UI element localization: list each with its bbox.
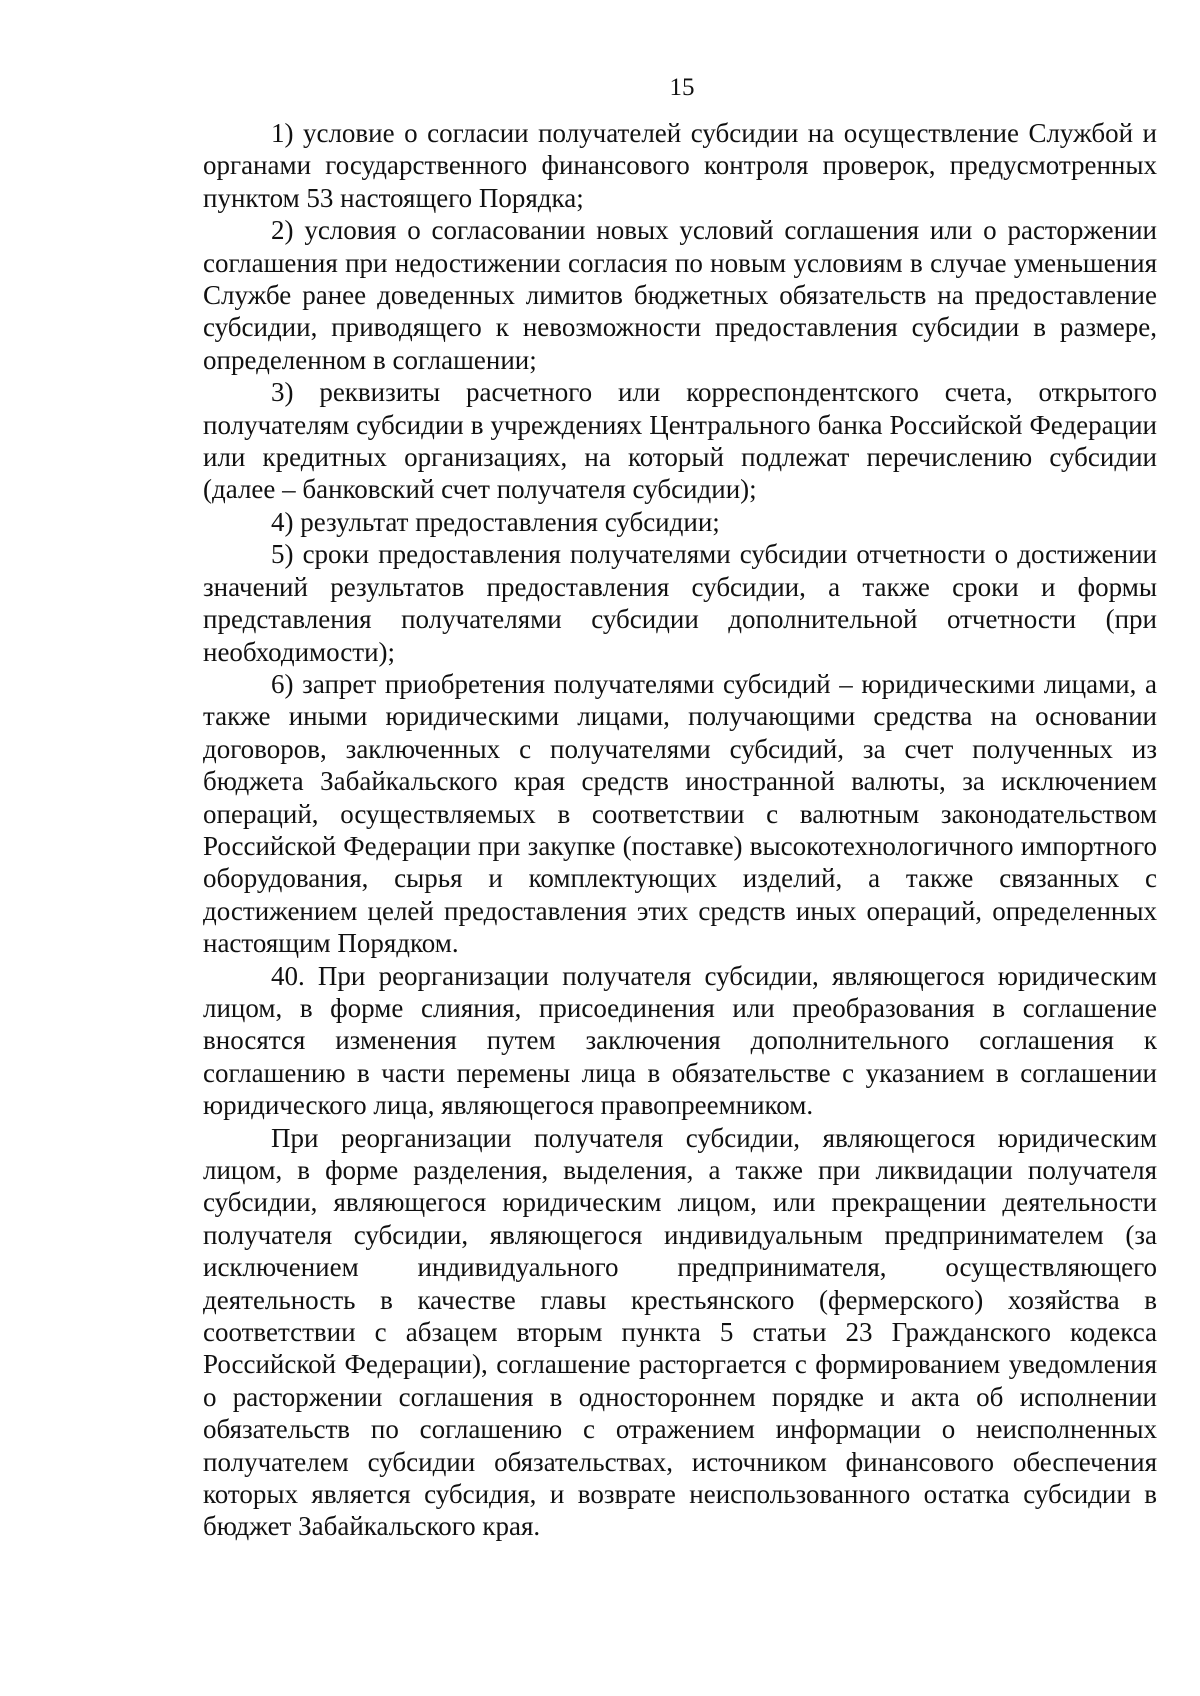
paragraph-item-3: 3) реквизиты расчетного или корреспондентского счета, открытого получателям субсидии в учреждениях Центрального банка Российской Федерации или кредитных организациях, на который подлежат перечислению субсидии (далее – банковский счет получателя субсидии);: [203, 377, 1157, 505]
paragraph-item-6: 6) запрет приобретения получателями субсидий – юридическими лицами, а также иными юридическими лицами, получающими средства на основании договоров, заключенных с получателями субсидий, за счет полученных из бюджета Забайкальского края средств иностранной валюты, за исключением операций, осуществляемых в соответствии с валютным законодательством Российской Федерации при закупке (поставке) высокотехнологичного импортного оборудования, сырья и комплектующих изделий, а также связанных с достижением целей предоставления этих средств иных операций, определенных настоящим Порядком.: [203, 668, 1157, 959]
paragraph-reorganization: При реорганизации получателя субсидии, являющегося юридическим лицом, в форме разделения, выделения, а также при ликвидации получателя субсидии, являющегося юридическим лицом, или прекращении деятельности получателя субсидии, являющегося индивидуальным предпринимателем (за исключением индивидуального предпринимателя, осуществляющего деятельность в качестве главы крестьянского (фермерского) хозяйства в соответствии с абзацем вторым пункта 5 статьи 23 Гражданского кодекса Российской Федерации), соглашение расторгается с формированием уведомления о расторжении соглашения в одностороннем порядке и акта об исполнении обязательств по соглашению с отражением информации о неисполненных получателем субсидии обязательствах, источником финансового обеспечения которых является субсидия, и возврате неиспользованного остатка субсидии в бюджет Забайкальского края.: [203, 1122, 1157, 1542]
paragraph-clause-40: 40. При реорганизации получателя субсидии, являющегося юридическим лицом, в форме слияния, присоединения или преобразования в соглашение вносятся изменения путем заключения дополнительного соглашения к соглашению в части перемены лица в обязательстве с указанием в соглашении юридического лица, являющегося правопреемником.: [203, 960, 1157, 1121]
paragraph-item-4: 4) результат предоставления субсидии;: [271, 506, 720, 537]
paragraph-item-5: 5) сроки предоставления получателями субсидии отчетности о достижении значений результатов предоставления субсидии, а также сроки и формы представления получателями субсидии дополнительной отчетности (при необходимости);: [203, 539, 1157, 667]
page-number: 15: [669, 74, 695, 101]
document-body: [203, 117, 1157, 1543]
paragraph-item-1: 1) условие о согласии получателей субсидии на осуществление Службой и органами государственного финансового контроля проверок, предусмотренных пунктом 53 настоящего Порядка;: [203, 118, 1157, 213]
paragraph-item-2: 2) условия о согласовании новых условий соглашения или о расторжении соглашения при недостижении согласия по новым условиям в случае уменьшения Службе ранее доведенных лимитов бюджетных обязательств на предоставление субсидии, приводящего к невозможности предоставления субсидии в размере, определенном в соглашении;: [203, 215, 1157, 375]
